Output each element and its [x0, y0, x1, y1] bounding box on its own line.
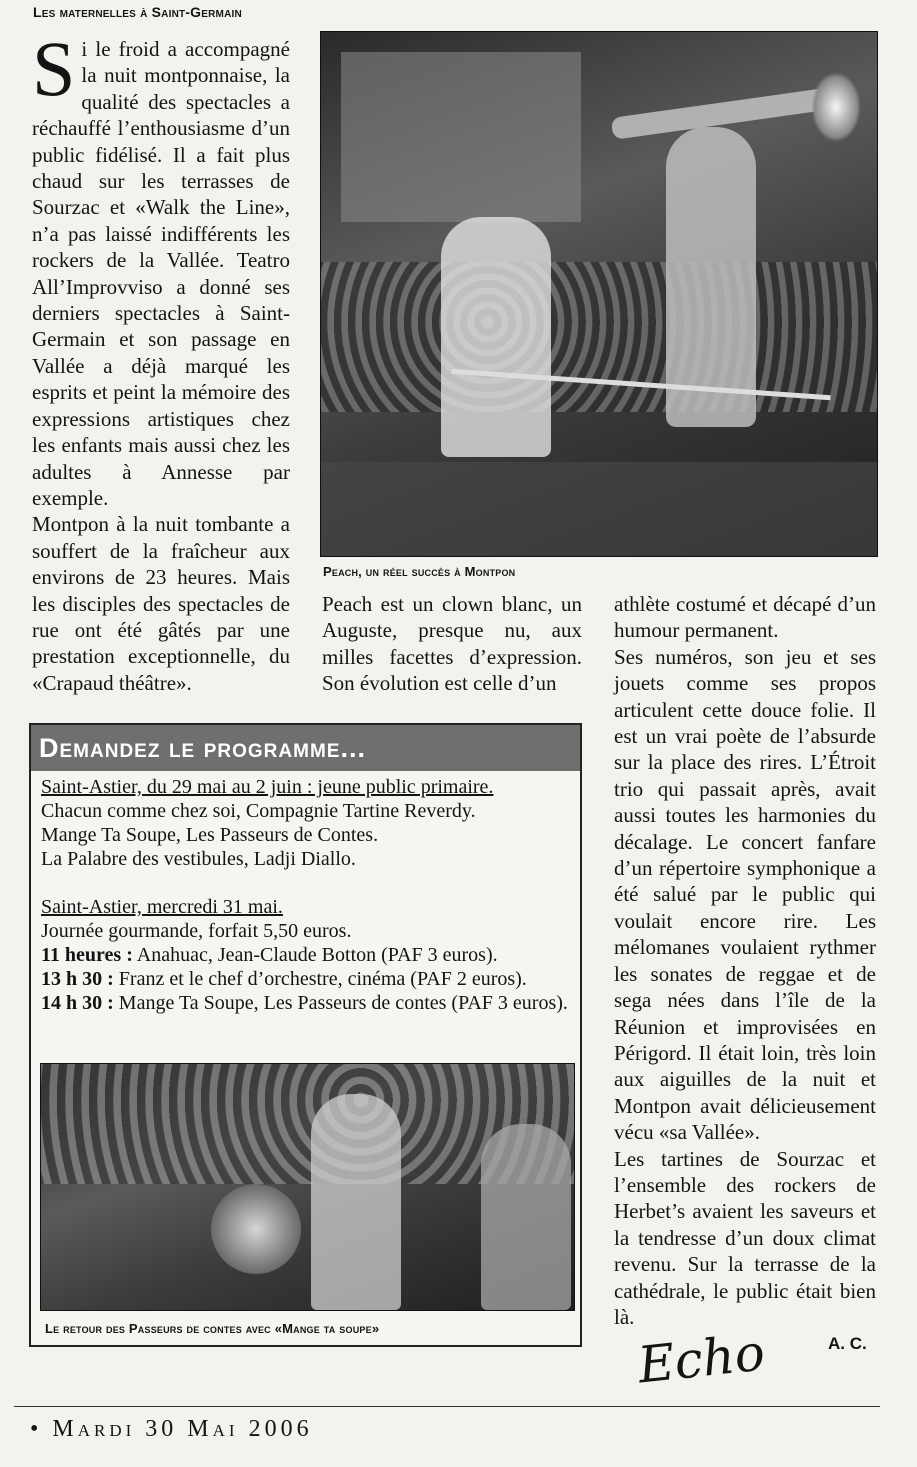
photo-girl-figure — [311, 1094, 401, 1310]
program-item — [41, 943, 570, 967]
program-item: Mange Ta Soupe, Les Passeurs de Contes. — [41, 824, 379, 846]
program-item-text: Franz et le chef d’orchestre, cinéma (PAF 2 euros). — [113, 968, 527, 990]
article-paragraph — [32, 25, 290, 511]
program-time: 14 h 30 : — [41, 992, 114, 1014]
photo-floor — [321, 462, 877, 556]
article-column-2: Peach est un clown blanc, un Auguste, presque nu, aux milles facettes d’expression. Son évolution est celle d’un — [322, 592, 582, 696]
photo-acrobat-performance — [320, 31, 878, 557]
program-time: 11 heures : — [41, 944, 133, 966]
photo-pot-prop — [211, 1184, 301, 1274]
photo-man-figure — [481, 1124, 571, 1310]
signature: Echo — [635, 1323, 768, 1395]
photo-helper-figure — [441, 217, 551, 457]
author-initials: A. C. — [828, 1334, 867, 1353]
section-kicker: Les maternelles à Saint-Germain — [33, 4, 242, 20]
photo-performer-figure — [666, 127, 756, 427]
photo-backdrop-banner — [341, 52, 581, 222]
article-column-1 — [32, 25, 290, 696]
program-time: 13 h 30 : — [41, 968, 114, 990]
program-item — [41, 991, 570, 1015]
article-paragraph: athlète costumé et décapé d’un humour permanent. — [614, 592, 876, 643]
program-item-text: Mange Ta Soupe, Les Passeurs de contes (PAF 3 euros). — [113, 992, 568, 1014]
program-item — [41, 967, 570, 991]
program-box — [29, 723, 582, 1347]
program-item: La Palabre des vestibules, Ladji Diallo. — [41, 848, 356, 870]
program-item: Journée gourmande, forfait 5,50 euros. — [41, 920, 352, 942]
article-paragraph: Montpon à la nuit tombante a souffert de la fraîcheur aux environs de 23 heures. Mais les disciples des spectacles de rue ont été gâtés par une prestation exceptionnelle, du «Crapaud théâtre». — [32, 512, 290, 695]
program-body — [31, 771, 580, 1015]
photo-fire-glow — [811, 72, 861, 142]
footer-date: • Mardi 30 Mai 2006 — [30, 1416, 313, 1442]
program-section-title: Saint-Astier, mercredi 31 mai. — [41, 896, 283, 918]
paragraph-text: i le froid a accompagné la nuit montponnaise, la qualité des spectacles a réchauffé l’enthousiasme d’un public fidélisé. Il a fait plus chaud sur les terrasses de Sourzac et «Walk the Line», n’a pas laissé indifférents les rockers de la Vallée. Teatro All’Improvviso a donné ses derniers spectacles à Saint-Germain et son passage en Vallée a déjà marqué les esprits et peint la mémoire des expressions artistiques chez les enfants mais aussi chez les adultes à Annesse par exemple. — [32, 37, 290, 510]
photo-storytellers — [40, 1063, 575, 1311]
program-heading: Demandez le programme... — [31, 725, 580, 771]
program-item-text: Anahuac, Jean-Claude Botton (PAF 3 euros). — [132, 944, 498, 966]
drop-cap: S — [32, 25, 76, 112]
footer-rule — [14, 1406, 880, 1407]
photo-caption: Le retour des Passeurs de contes avec «Mange ta soupe» — [45, 1321, 380, 1336]
article-paragraph: Ses numéros, son jeu et ses jouets comme ses propos articulent cette douce folie. Il est un vrai poète de l’absurde sur la place des rires. L’Étroit trio qui passait après, avait aussi toutes les harmonies du décalage. Le concert fanfare d’un répertoire symphonique a été salué par le public qui voulait encore rire. Les mélomanes voulaient rythmer les sonates de reggae et de sega nées dans l’île de la Réunion et improvisées en Périgord. Il était loin, très loin aux aiguilles de la nuit et Montpon avait délicieusement vécu «sa Vallée». — [614, 644, 876, 1145]
program-item: Chacun comme chez soi, Compagnie Tartine Reverdy. — [41, 800, 476, 822]
article-column-3 — [614, 591, 876, 1330]
photo-caption: Peach, un réel succès à Montpon — [323, 564, 516, 579]
program-section-title: Saint-Astier, du 29 mai au 2 juin : jeune public primaire. — [41, 776, 494, 798]
article-paragraph: Les tartines de Sourzac et l’ensemble des rockers de Herbet’s avaient les saveurs et la tendresse d’un doux climat revenu. Sur la terrasse de la cathédrale, le public était bien là. — [614, 1146, 876, 1329]
photo-crowd — [321, 262, 877, 412]
